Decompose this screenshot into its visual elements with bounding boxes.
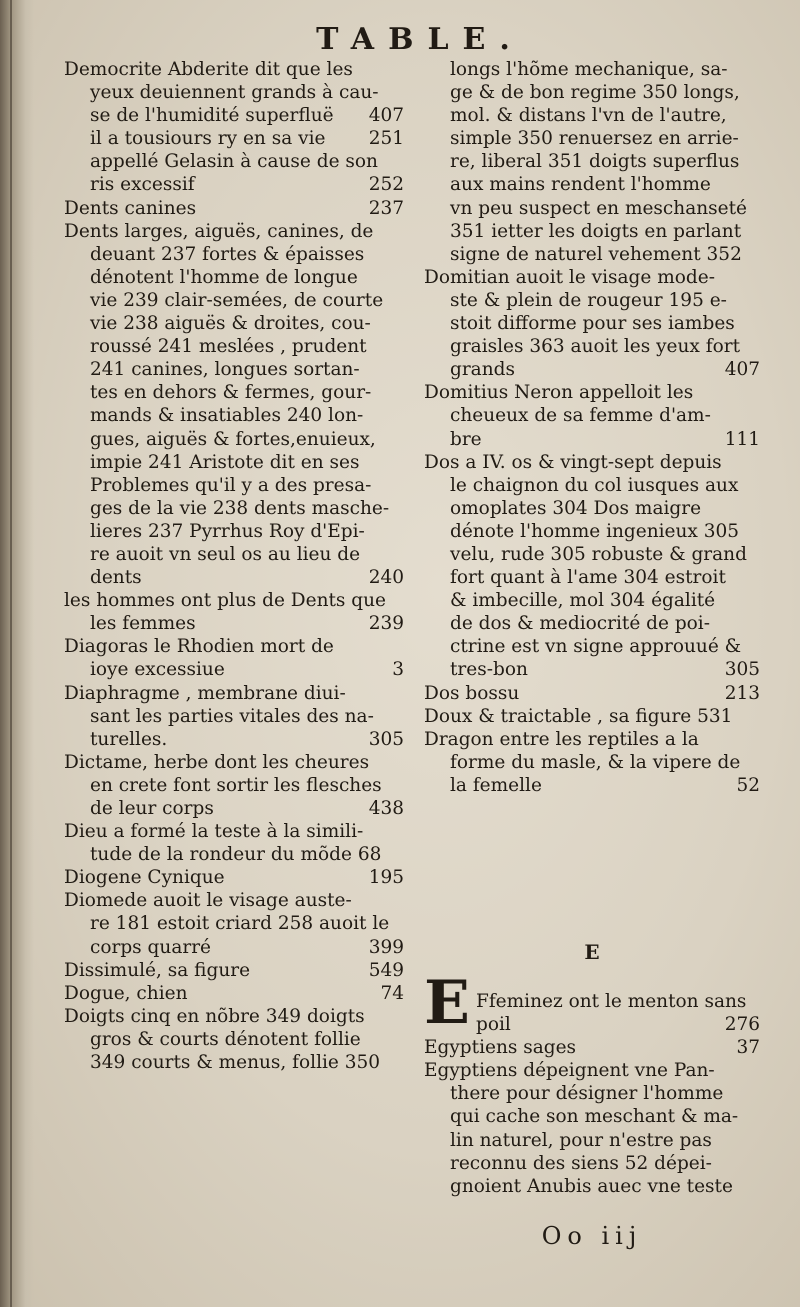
entry-text: & imbecille, mol 304 égalité bbox=[450, 590, 716, 612]
entry-text: vie 238 aiguës & droites, cou- bbox=[90, 313, 371, 335]
entry-text: 351 ietter les doigts en parlant bbox=[450, 220, 742, 242]
index-entry-line bbox=[64, 959, 404, 982]
page-number: 407 bbox=[368, 105, 404, 127]
page-number: 74 bbox=[380, 982, 404, 1004]
entry-text: gnoient Anubis auec vne teste bbox=[450, 1175, 733, 1197]
entry-text: re 181 estoit criard 258 auoit le bbox=[90, 913, 390, 935]
index-entry-line bbox=[64, 243, 404, 266]
page-number: 37 bbox=[736, 1037, 760, 1059]
page-number: 305 bbox=[724, 659, 760, 681]
entry-text: Doigts cinq en nõbre 349 doigts bbox=[64, 1005, 365, 1027]
index-entry-line bbox=[64, 266, 404, 289]
entry-text: roussé 241 meslées , prudent bbox=[90, 336, 367, 358]
entry-text: corps quarré bbox=[90, 936, 211, 958]
entry-text: Democrite Abderite dit que les bbox=[64, 59, 353, 80]
index-entry-line bbox=[64, 150, 404, 173]
index-entry-line bbox=[424, 81, 760, 104]
entry-text: gues, aiguës & fortes,enuieux, bbox=[90, 428, 376, 450]
index-entry-line bbox=[424, 150, 760, 173]
index-entry-line bbox=[64, 1028, 404, 1051]
index-entry-line bbox=[64, 1005, 404, 1028]
entry-text: lin naturel, pour n'estre pas bbox=[450, 1129, 712, 1151]
index-entry-line bbox=[64, 104, 404, 127]
entry-text: simple 350 renuersez en arrie- bbox=[450, 128, 739, 150]
index-entry-line bbox=[424, 104, 760, 127]
index-entry-line bbox=[424, 173, 760, 196]
entry-text: mands & insatiables 240 lon- bbox=[90, 405, 364, 427]
entry-text: Dos bossu bbox=[424, 682, 520, 704]
page-number: 438 bbox=[368, 798, 404, 819]
entry-text: ges de la vie 238 dents masche- bbox=[90, 497, 390, 519]
entry-text: Ffeminez ont le menton sans bbox=[476, 991, 747, 1012]
index-entry-line bbox=[424, 635, 760, 658]
entry-text: les femmes bbox=[90, 613, 196, 635]
index-entry-line bbox=[424, 404, 760, 427]
section-letter-heading: E bbox=[584, 940, 600, 964]
entry-text: Egyptiens dépeignent vne Pan- bbox=[424, 1060, 715, 1082]
entry-text: impie 241 Aristote dit en ses bbox=[90, 451, 360, 473]
entry-text: there pour désigner l'homme bbox=[450, 1083, 724, 1105]
index-entry-line bbox=[64, 497, 404, 520]
index-entry-line bbox=[424, 682, 760, 705]
entry-text: forme du masle, & la vipere de bbox=[450, 751, 741, 773]
entry-text: bre bbox=[450, 428, 482, 450]
entry-text: dénote l'homme ingenieux 305 bbox=[450, 520, 740, 542]
right-index-column bbox=[424, 58, 760, 797]
page-number: 549 bbox=[368, 959, 404, 981]
index-entry-line bbox=[64, 866, 404, 889]
entry-text: re, liberal 351 doigts superflus bbox=[450, 151, 740, 173]
entry-text: vn peu suspect en meschanseté bbox=[450, 197, 747, 219]
page-number: 237 bbox=[368, 197, 404, 219]
index-entry-line bbox=[64, 889, 404, 912]
entry-text: se de l'humidité superfluë bbox=[90, 105, 334, 127]
index-entry-line bbox=[64, 474, 404, 497]
entry-text: qui cache son meschant & ma- bbox=[450, 1106, 739, 1128]
page-number: 3 bbox=[392, 659, 404, 681]
binding-gutter bbox=[0, 0, 34, 1307]
index-entry-line bbox=[424, 774, 760, 797]
index-entry-line bbox=[64, 982, 404, 1005]
index-entry-line bbox=[64, 912, 404, 935]
index-entry-line bbox=[424, 1175, 760, 1198]
index-entry-line bbox=[64, 658, 404, 681]
entry-text: ge & de bon regime 350 longs, bbox=[450, 82, 740, 104]
entry-text: la femelle bbox=[450, 774, 542, 796]
index-entry-line bbox=[64, 451, 404, 474]
entry-text: reconnu des siens 52 dépei- bbox=[450, 1152, 712, 1174]
index-entry-line bbox=[424, 474, 760, 497]
index-entry-line bbox=[424, 566, 760, 589]
entry-text: lieres 237 Pyrrhus Roy d'Epi- bbox=[90, 520, 365, 542]
index-entry-line bbox=[64, 751, 404, 774]
entry-text: deuant 237 fortes & épaisses bbox=[90, 243, 365, 265]
entry-text: gros & courts dénotent follie bbox=[90, 1028, 361, 1050]
page-number: 213 bbox=[724, 682, 760, 704]
left-index-column bbox=[64, 58, 404, 1074]
page-number: 111 bbox=[724, 428, 760, 450]
index-entry-line bbox=[64, 220, 404, 243]
entry-text: Domitian auoit le visage mode- bbox=[424, 266, 715, 288]
entry-text: omoplates 304 Dos maigre bbox=[450, 497, 702, 519]
entry-text: de leur corps bbox=[90, 798, 214, 819]
entry-text: poil bbox=[476, 1014, 511, 1036]
entry-text: Diagoras le Rhodien mort de bbox=[64, 636, 334, 658]
index-entry-line bbox=[64, 58, 404, 81]
signature-mark: Oo iij bbox=[541, 1222, 643, 1250]
index-entry-line bbox=[64, 635, 404, 658]
entry-text: tude de la rondeur du mõde 68 bbox=[90, 844, 382, 866]
index-entry-line bbox=[64, 173, 404, 196]
index-entry-line bbox=[424, 751, 760, 774]
page-title: TABLE. bbox=[316, 22, 524, 57]
entry-text: Diogene Cynique bbox=[64, 867, 225, 889]
entry-text: le chaignon du col iusques aux bbox=[450, 474, 739, 496]
entry-text: Diaphragme , membrane diui- bbox=[64, 682, 346, 704]
index-entry-line bbox=[424, 451, 760, 474]
index-entry-line bbox=[64, 312, 404, 335]
index-entry-line bbox=[424, 1036, 760, 1059]
entry-text: dénotent l'homme de longue bbox=[90, 266, 358, 288]
entry-text: appellé Gelasin à cause de son bbox=[90, 151, 378, 173]
index-entry-line bbox=[424, 612, 760, 635]
entry-text: Dragon entre les reptiles a la bbox=[424, 728, 699, 750]
entry-text: ris excessif bbox=[90, 174, 195, 196]
entry-text: ste & plein de rougeur 195 e- bbox=[450, 289, 727, 311]
index-entry-line bbox=[424, 428, 760, 451]
entry-text: ioye excessiue bbox=[90, 659, 225, 681]
index-entry-line bbox=[424, 658, 760, 681]
index-entry-line bbox=[64, 81, 404, 104]
index-entry-line bbox=[64, 289, 404, 312]
index-entry-line bbox=[64, 820, 404, 843]
entry-text: ctrine est vn signe approuué & bbox=[450, 636, 742, 658]
index-entry-line bbox=[424, 1082, 760, 1105]
entry-text: sant les parties vitales des na- bbox=[90, 705, 374, 727]
index-entry-line bbox=[424, 1013, 760, 1036]
index-entry-line bbox=[64, 520, 404, 543]
index-entry-line bbox=[424, 1152, 760, 1175]
index-entry-line bbox=[424, 266, 760, 289]
entry-text: stoit difforme pour ses iambes bbox=[450, 313, 735, 335]
index-entry-line bbox=[64, 566, 404, 589]
index-entry-line bbox=[424, 58, 760, 81]
page-number: 239 bbox=[368, 613, 404, 635]
index-entry-line bbox=[424, 497, 760, 520]
index-entry-line bbox=[424, 197, 760, 220]
index-entry-line bbox=[64, 1051, 404, 1074]
entry-text: longs l'hõme mechanique, sa- bbox=[450, 59, 728, 80]
entry-text: Dos a IV. os & vingt-sept depuis bbox=[424, 451, 722, 473]
index-entry-line bbox=[64, 404, 404, 427]
index-entry-line bbox=[64, 728, 404, 751]
entry-text: Diomede auoit le visage auste- bbox=[64, 890, 352, 912]
index-entry-line bbox=[424, 990, 760, 1013]
entry-text: Doux & traictable , sa figure 531 bbox=[424, 705, 733, 727]
page-number: 276 bbox=[724, 1014, 760, 1036]
entry-text: Dents canines bbox=[64, 197, 197, 219]
index-entry-line bbox=[424, 1059, 760, 1082]
entry-text: les hommes ont plus de Dents que bbox=[64, 590, 386, 612]
entry-text: il a tousiours ry en sa vie bbox=[90, 128, 326, 150]
index-entry-line bbox=[424, 335, 760, 358]
section-e-entries bbox=[424, 990, 760, 1198]
page-number: 195 bbox=[368, 867, 404, 889]
index-entry-line bbox=[64, 543, 404, 566]
margin-rule bbox=[10, 0, 12, 1307]
entry-text: Dissimulé, sa figure bbox=[64, 959, 251, 981]
entry-text: fort quant à l'ame 304 estroit bbox=[450, 567, 726, 589]
entry-text: Dictame, herbe dont les cheures bbox=[64, 751, 370, 773]
page-number: 240 bbox=[368, 567, 404, 589]
index-entry-line bbox=[424, 1105, 760, 1128]
page-number: 251 bbox=[368, 128, 404, 150]
entry-text: tres-bon bbox=[450, 659, 528, 681]
page-number: 252 bbox=[368, 174, 404, 196]
index-entry-line bbox=[424, 705, 760, 728]
index-entry-line bbox=[64, 197, 404, 220]
index-entry-line bbox=[424, 520, 760, 543]
index-entry-line bbox=[64, 612, 404, 635]
index-entry-line bbox=[424, 589, 760, 612]
entry-text: cheueux de sa femme d'am- bbox=[450, 405, 711, 427]
page-number: 305 bbox=[368, 728, 404, 750]
index-entry-line bbox=[64, 774, 404, 797]
page-number: 407 bbox=[724, 359, 760, 381]
index-entry-line bbox=[424, 381, 760, 404]
entry-text: signe de naturel vehement 352 bbox=[450, 243, 742, 265]
index-entry-line bbox=[64, 682, 404, 705]
index-entry-line bbox=[424, 289, 760, 312]
entry-text: Dents larges, aiguës, canines, de bbox=[64, 220, 374, 242]
entry-text: re auoit vn seul os au lieu de bbox=[90, 543, 361, 565]
entry-text: velu, rude 305 robuste & grand bbox=[450, 543, 747, 565]
entry-text: aux mains rendent l'homme bbox=[450, 174, 711, 196]
entry-text: vie 239 clair-semées, de courte bbox=[90, 289, 384, 311]
entry-text: 349 courts & menus, follie 350 bbox=[90, 1052, 381, 1074]
index-entry-line bbox=[424, 728, 760, 751]
index-entry-line bbox=[64, 797, 404, 820]
index-entry-line bbox=[424, 220, 760, 243]
entry-text: de dos & mediocrité de poi- bbox=[450, 613, 710, 635]
page-number: 52 bbox=[736, 774, 760, 796]
index-entry-line bbox=[424, 358, 760, 381]
entry-text: Egyptiens sages bbox=[424, 1037, 577, 1059]
index-entry-line bbox=[64, 335, 404, 358]
entry-text: mol. & distans l'vn de l'autre, bbox=[450, 105, 727, 127]
index-entry-line bbox=[64, 589, 404, 612]
index-entry-line bbox=[424, 243, 760, 266]
index-entry-line bbox=[64, 381, 404, 404]
entry-text: grands bbox=[450, 359, 515, 381]
index-entry-line bbox=[64, 705, 404, 728]
index-entry-line bbox=[424, 1129, 760, 1152]
index-entry-line bbox=[64, 843, 404, 866]
index-entry-line bbox=[64, 127, 404, 150]
entry-text: yeux deuiennent grands à cau- bbox=[90, 82, 379, 104]
entry-text: Domitius Neron appelloit les bbox=[424, 382, 694, 404]
index-entry-line bbox=[424, 127, 760, 150]
entry-text: tes en dehors & fermes, gour- bbox=[90, 382, 372, 404]
entry-text: graisles 363 auoit les yeux fort bbox=[450, 336, 741, 358]
index-entry-line bbox=[424, 543, 760, 566]
index-entry-line bbox=[64, 428, 404, 451]
entry-text: Dogue, chien bbox=[64, 982, 188, 1004]
index-entry-line bbox=[64, 358, 404, 381]
page-number: 399 bbox=[368, 936, 404, 958]
entry-text: dents bbox=[90, 567, 142, 589]
entry-text: Dieu a formé la teste à la simili- bbox=[64, 821, 364, 843]
entry-text: en crete font sortir les flesches bbox=[90, 774, 382, 796]
entry-text: turelles. bbox=[90, 728, 168, 750]
index-entry-line bbox=[64, 936, 404, 959]
entry-text: 241 canines, longues sortan- bbox=[90, 359, 360, 381]
entry-text: Problemes qu'il y a des presa- bbox=[90, 474, 372, 496]
index-entry-line bbox=[424, 312, 760, 335]
drop-cap-letter: E bbox=[424, 968, 470, 1038]
